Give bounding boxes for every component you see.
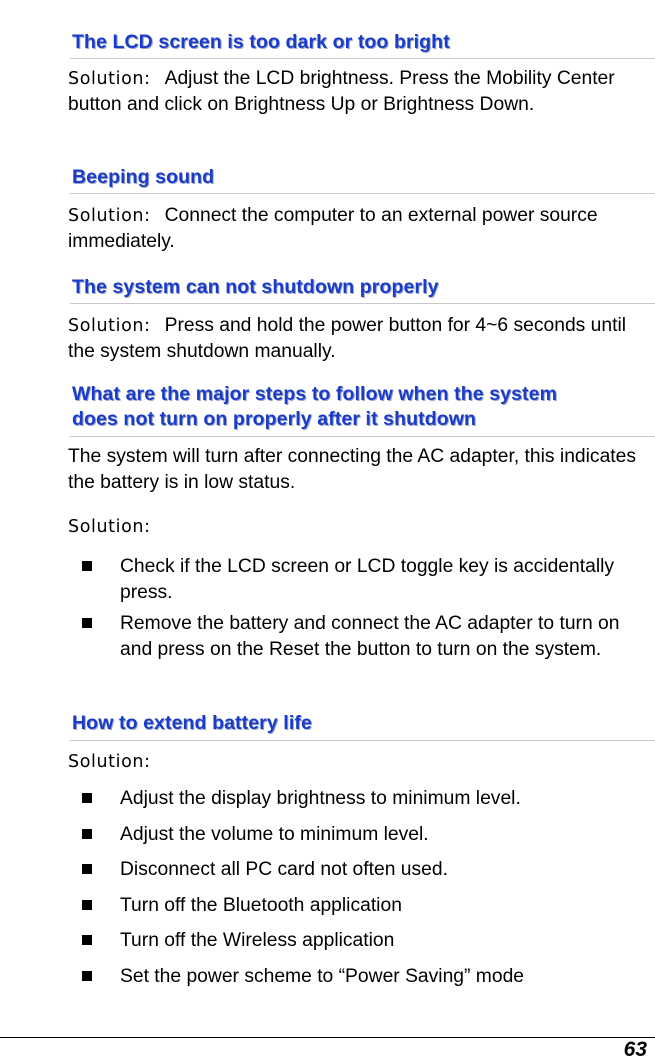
- section-divider: [70, 436, 655, 437]
- heading-battery-life: How to extend battery life: [72, 712, 312, 734]
- solution-label: Solution:: [68, 316, 151, 336]
- list-item: Adjust the display brightness to minimum level.: [0, 786, 655, 812]
- list-item: Check if the LCD screen or LCD toggle key is accidentally press.: [0, 554, 655, 605]
- section-divider: [70, 193, 655, 194]
- list-item: Set the power scheme to “Power Saving” mode: [0, 964, 655, 990]
- solution-text: Press and hold the power button for 4~6 seconds until the system shutdown manually.: [68, 315, 632, 362]
- bullet-square-icon: [82, 829, 92, 839]
- heading-major-steps: [72, 382, 557, 432]
- solution-label: Solution:: [68, 69, 151, 89]
- bullet-list-battery-life: [0, 786, 655, 989]
- list-item: Remove the battery and connect the AC adapter to turn on and press on the Reset the button to turn on the system.: [0, 611, 655, 662]
- solution-text: Adjust the LCD brightness. Press the Mobility Center button and click on Brightness Up or Brightness Down.: [68, 68, 621, 115]
- heading-line-1: What are the major steps to follow when the system: [72, 383, 558, 405]
- solution-label: Solution:: [68, 752, 151, 772]
- bullet-square-icon: [82, 864, 92, 874]
- bullet-square-icon: [82, 900, 92, 910]
- intro-text: The system will turn after connecting the AC adapter, this indicates the battery is in low status.: [68, 446, 642, 493]
- list-item: Adjust the volume to minimum level.: [0, 822, 655, 848]
- bullet-square-icon: [82, 971, 92, 981]
- solution-lcd-brightness: [68, 66, 655, 118]
- solution-beeping-sound: [68, 203, 655, 255]
- bullet-square-icon: [82, 561, 92, 571]
- section-divider: [70, 58, 655, 59]
- section-divider: [70, 740, 655, 741]
- section-divider: [70, 303, 655, 304]
- heading-beeping-sound: Beeping sound: [72, 166, 215, 188]
- bullet-square-icon: [82, 793, 92, 803]
- heading-line-2: does not turn on properly after it shutdown: [72, 408, 477, 430]
- solution-battery-life: [68, 749, 655, 775]
- list-item: Turn off the Wireless application: [0, 928, 655, 954]
- page-number: 63: [623, 1038, 647, 1061]
- solution-label: Solution:: [68, 206, 151, 226]
- bullet-square-icon: [82, 935, 92, 945]
- bullet-list-major-steps: [0, 554, 655, 662]
- solution-label: Solution:: [68, 517, 151, 537]
- heading-shutdown: The system can not shutdown properly: [72, 276, 439, 298]
- list-item: Turn off the Bluetooth application: [0, 893, 655, 919]
- list-item: Disconnect all PC card not often used.: [0, 857, 655, 883]
- heading-lcd-brightness: The LCD screen is too dark or too bright: [72, 31, 450, 53]
- bullet-square-icon: [82, 618, 92, 628]
- solution-major-steps: [68, 514, 655, 540]
- footer-divider: [0, 1037, 655, 1038]
- solution-text: Connect the computer to an external power source immediately.: [68, 205, 603, 252]
- solution-shutdown: [68, 313, 655, 365]
